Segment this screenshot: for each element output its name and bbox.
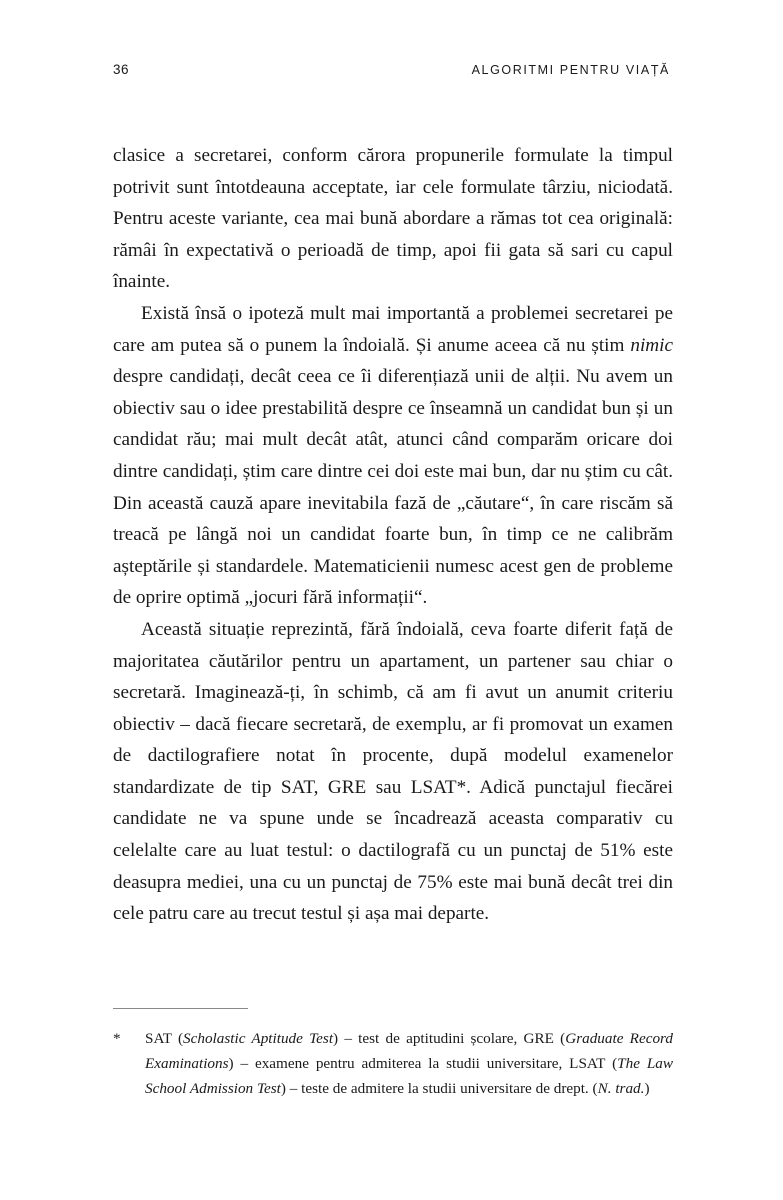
footnote-italic-2: Graduate Record Examinations [145,1030,673,1072]
emphasized-word: nimic [630,334,673,356]
footnote-italic-4: N. trad. [597,1080,645,1097]
footnote-italic-1: Scholastic Aptitude Test [183,1030,334,1047]
page-header [113,62,670,77]
footnote-text [145,1026,673,1101]
footnote-seg-2: ) – test de aptitudini școlare, GRE ( [333,1030,566,1047]
running-title: ALGORITMI PENTRU VIAȚĂ [471,63,670,77]
footnote-marker: * [113,1030,121,1047]
footnote-seg-4: ) – teste de admitere la studii universitare de drept. ( [280,1080,598,1097]
footnote-separator [113,1008,248,1009]
footnote-italic-3: The Law School Admission Test [145,1055,674,1097]
paragraph-1: clasice a secretarei, conform cărora propunerile formulate la timpul potrivit sunt întotdeauna acceptate, iar cele formulate târziu, niciodată. Pentru aceste variante, cea mai bună abordare a rămas tot cea originală: rămâi în expectativă o perioadă de timp, apoi fii gata să sari cu capul înainte. [113,145,673,293]
paragraph-2-part-a: Există însă o ipoteză mult mai importantă a problemei secretarei pe care am putea să o punem la îndoială. Și anume aceea că nu știm nimic despre candidați, decât ceea ce îi diferențiază unii de alții. Nu avem un obiectiv sau o idee prestabilită despre ce înseamnă un candidat bun și un candidat rău; mai mult decât atât, atunci când comparăm oricare doi dintre candidați, știm care dintre cei doi este mai bun, dar nu știm cu cât. Din această cauză apare inevitabila fază de „căutare“, în care riscăm să treacă pe lângă noi un candidat foarte bun, în timp ce ne calibrăm așteptările și standardele. Matematicienii numesc acest gen de probleme de oprire optimă „jocuri fără informații“. [113,302,673,609]
body-text [113,140,673,930]
paragraph-2 [113,298,673,614]
paragraph-3: Această situație reprezintă, fără îndoială, ceva foarte diferit față de majoritatea căutărilor pentru un apartament, un partener sau chiar o secretară. Imaginează-ți, în schimb, că am fi avut un anumit criteriu obiectiv – dacă fiecare secretară, de exemplu, ar fi promovat un examen de dactilografiere notat în procente, după modelul examenelor standardizate de tip SAT, GRE sau LSAT*. Adică punctajul fiecărei candidate ne va spune unde se încadrează aceasta comparativ cu celelalte care au luat testul: o dactilografă cu un punctaj de 51% este deasupra mediei, una cu un punctaj de 75% este mai bună decât trei din cele patru care au trecut testul și așa mai departe. [113,618,673,925]
footnote-seg-5: ) [644,1080,650,1097]
footnote [113,1026,673,1101]
footnote-seg-3: ) – examene pentru admiterea la studii universitare, LSAT ( [228,1055,618,1072]
footnote-seg-1: SAT ( [145,1030,184,1047]
page-number: 36 [113,62,130,77]
